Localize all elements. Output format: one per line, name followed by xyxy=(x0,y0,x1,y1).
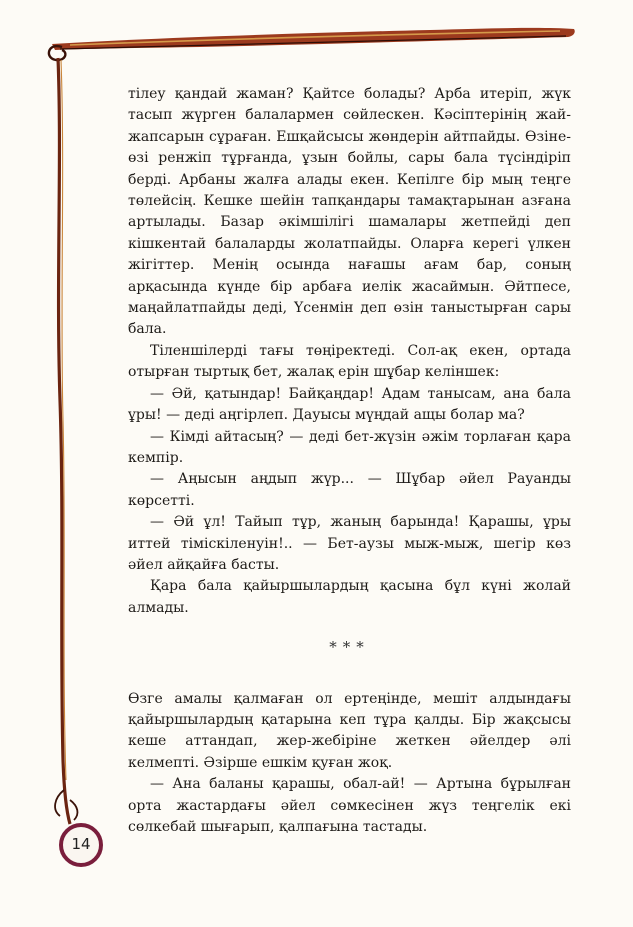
body-text xyxy=(128,84,571,838)
paragraph: Қара бала қайыршылардың қасына бұл күні жолай алмады. xyxy=(128,578,571,616)
paragraph: Тіленшілерді тағы төңіректеді. Сол-ақ екен, ортада отырған тыртық бет, жалақ ерін шұбар келіншек: xyxy=(128,342,571,381)
dialogue-line: — Әй ұл! Тайып тұр, жаның барында! Қарашы, ұры иттей тіміскіленуін!.. — Бет-аузы мыж-мыж, шегір көз әйел айқайға басты. xyxy=(128,514,571,573)
paragraph: Өзге амалы қалмаған ол ертеңінде, мешіт алдындағы қайыршылардың қатарына кеп тұра қалды. Бір жақсысы кеше аттандап, жер-жебіріне жеткен әйелдер әлі келмепті. Әзірше ешкім қуған жоқ. xyxy=(128,690,571,771)
dialogue-line: — Аңысын аңдып жүр... — Шұбар әйел Рауанды көрсетті. xyxy=(128,471,571,509)
frame-left-stem xyxy=(58,58,70,824)
page-number: 14 xyxy=(71,835,91,853)
dialogue-line: — Ана баланы қарашы, обал-ай! — Артына бұрылған орта жастардағы әйел сөмкесінен жүз теңгелік екі сөлкебай шығарып, қалпағына тастады. xyxy=(128,776,571,835)
dialogue-line: — Әй, қатындар! Байқаңдар! Адам танысам, ана бала ұры! — деді аңгірлеп. Дауысы мүңдай ащы болар ма? xyxy=(128,385,571,424)
paragraph: тілеу қандай жаман? Қайтсе болады? Арба итеріп, жүк тасып жүрген балалармен сөйлескен. Кәсіптерінің жай-жапсарын сұраған. Ешқайсысы жөндерін айтпайды. Өзіне-өзі ренжіп тұрғанда, ұзын бойлы, сары бала түсіндіріп берді. Арбаны жалға алады екен. Кепілге бір мың теңге төлейсің. Кешке шейін тапқандары тамақтарынан азғана артылады. Базар әкімшілігі шамалары жетпейді деп кішкентай балаларды жолатпайды. Оларға керегі үлкен жігіттер. Менің осында нағашы ағам бар, соның арқасында күнде бір арбаға иелік жасаймын. Әйтпесе, маңайлатпайды деді, Үсенмін деп өзін таныстырған сары бала. xyxy=(128,86,571,338)
dialogue-line: — Кімді айтасың? — деді бет-жүзін әжім торлаған қара кемпір. xyxy=(128,428,571,466)
section-separator: *** xyxy=(329,638,370,657)
